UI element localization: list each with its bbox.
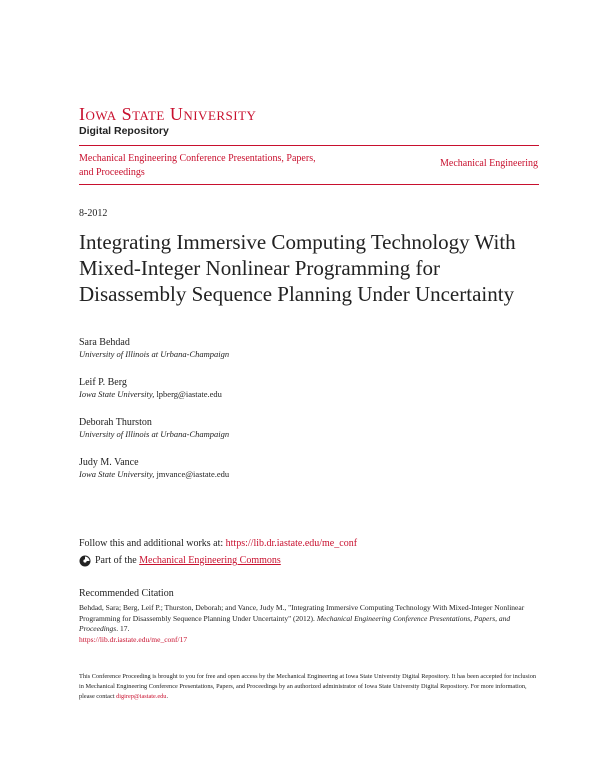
repository-name: Digital Repository xyxy=(79,125,169,137)
recommended-citation-heading: Recommended Citation xyxy=(79,588,174,599)
part-of-line xyxy=(79,554,281,567)
author-name: Leif P. Berg xyxy=(79,377,127,388)
affiliation-text: Iowa State University xyxy=(79,469,153,479)
author-name: Deborah Thurston xyxy=(79,417,152,428)
access-notice xyxy=(79,672,539,702)
author-affiliation: University of Illinois at Urbana-Champaign xyxy=(79,349,230,359)
author-entry xyxy=(79,416,539,440)
citation-url-link[interactable]: https://lib.dr.iastate.edu/me_conf/17 xyxy=(79,634,188,644)
author-entry xyxy=(79,376,539,400)
publication-date: 8-2012 xyxy=(79,208,108,219)
follow-text: Follow this and additional works at: xyxy=(79,538,226,549)
author-entry xyxy=(79,336,539,360)
bottom-divider xyxy=(79,184,539,185)
notice-text: This Conference Proceeding is brought to you for free and open access by the Mechanical Engineering at Iowa State University Digital Repository. It has been accepted for inclusion in Mechanical Engineering Conference Presentations, Papers, and Proceedings by an authorized administrator of Iowa State University Digital Repository. For more information, please contact xyxy=(79,673,537,700)
author-affiliation: University of Illinois at Urbana-Champaign xyxy=(79,429,230,439)
author-affiliation: Iowa State University, jmvance@iastate.edu xyxy=(79,469,230,479)
citation-text xyxy=(79,603,539,645)
top-divider xyxy=(79,145,539,146)
citation-venue: Mechanical Engineering Conference Presentations, Papers, and Proceedings xyxy=(79,613,511,633)
author-entry xyxy=(79,456,539,480)
series-link[interactable]: Mechanical Engineering Conference Presentations, Papers, and Proceedings xyxy=(79,153,316,178)
notice-end: . xyxy=(166,693,169,700)
department-link[interactable]: Mechanical Engineering xyxy=(439,158,538,169)
author-name: Judy M. Vance xyxy=(79,457,139,468)
citation-authors-title: Behdad, Sara; Berg, Leif P.; Thurston, Deborah; and Vance, Judy M., "Integrating Immersive Computing Technology With Mixed-Integer Nonlinear Programming for Disassembly Sequence Planning Under Uncertainty" (2012). xyxy=(79,603,525,623)
university-logo xyxy=(79,104,256,138)
commons-link[interactable]: Mechanical Engineering Commons xyxy=(139,555,281,566)
university-name: Iowa State University xyxy=(79,104,257,124)
author-email: jmvance@iastate.edu xyxy=(156,469,230,479)
paper-title: Integrating Immersive Computing Technology With Mixed-Integer Nonlinear Programming for Disassembly Sequence Planning Under Uncertainty xyxy=(79,230,516,306)
collection-url-link[interactable]: https://lib.dr.iastate.edu/me_conf xyxy=(225,538,358,549)
citation-number: . 17. xyxy=(116,624,130,633)
affiliation-text: Iowa State University xyxy=(79,389,153,399)
part-of-text: Part of the xyxy=(95,555,137,566)
digital-commons-icon xyxy=(79,555,91,567)
follow-line xyxy=(79,537,357,550)
author-affiliation: Iowa State University, lpberg@iastate.edu xyxy=(79,389,222,399)
author-list xyxy=(79,336,539,496)
contact-email-link[interactable]: digirep@iastate.edu xyxy=(116,693,167,700)
author-email: lpberg@iastate.edu xyxy=(156,389,222,399)
author-name: Sara Behdad xyxy=(79,337,130,348)
